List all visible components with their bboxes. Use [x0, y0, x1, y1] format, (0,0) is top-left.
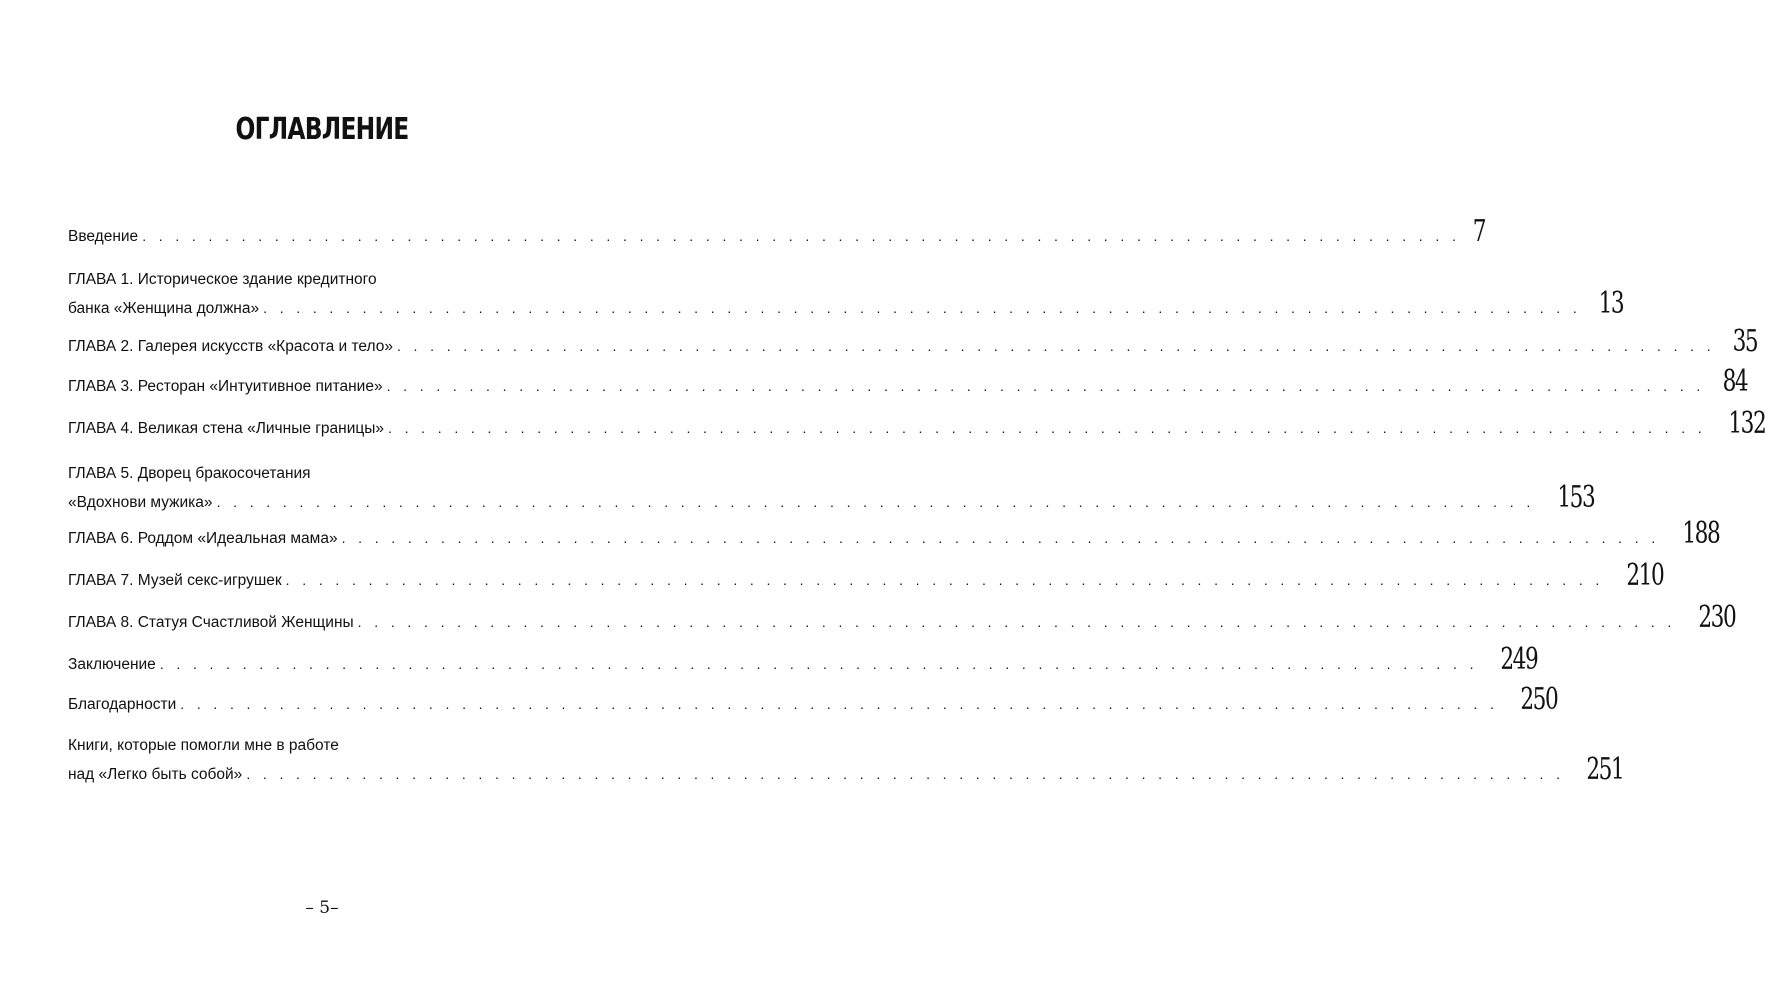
- toc-entry[interactable]: [68, 642, 1538, 677]
- dot-leader: . . . . . . . . . . . . . . . . . . . . . . . . . . . . . . . . . . . . . . . . . . . . . . . . . . . . . . . . . . . . . . . . . . . . . . . . . . . . . . . .: [246, 766, 1565, 782]
- toc-entry[interactable]: [68, 682, 1558, 717]
- toc-entry[interactable]: [68, 462, 1594, 515]
- toc-entry-title: над «Легко быть собой»: [68, 766, 243, 783]
- dot-leader: . . . . . . . . . . . . . . . . . . . . . . . . . . . . . . . . . . . . . . . . . . . . . . . . . . . . . . . . . . . . . . . . . . . . . . . . . . . . . . . .: [285, 572, 1604, 588]
- dot-leader: . . . . . . . . . . . . . . . . . . . . . . . . . . . . . . . . . . . . . . . . . . . . . . . . . . . . . . . . . . . . . . . . . . . . . . . . . . . . . . . .: [341, 530, 1660, 546]
- toc-entry-title-line: Книги, которые помогли мне в работе: [68, 737, 339, 754]
- toc-entry[interactable]: [68, 268, 1624, 321]
- toc-entry[interactable]: [68, 734, 1624, 787]
- dot-leader: . . . . . . . . . . . . . . . . . . . . . . . . . . . . . . . . . . . . . . . . . . . . . . . . . . . . . . . . . . . . . . . . . . . . . . . . . . . . . . . .: [263, 300, 1582, 316]
- toc-page-number: 153: [1556, 480, 1594, 515]
- toc-entry[interactable]: [68, 406, 1765, 441]
- toc-entry-title-line: ГЛАВА 1. Историческое здание кредитного: [68, 271, 377, 288]
- toc-entry-title: банка «Женщина должна»: [68, 300, 260, 317]
- dot-leader: . . . . . . . . . . . . . . . . . . . . . . . . . . . . . . . . . . . . . . . . . . . . . . . . . . . . . . . . . . . . . . . . . . . . . . . . . . . . . . . .: [388, 420, 1707, 436]
- toc-page-number: 249: [1500, 642, 1538, 677]
- toc-page-number: 251: [1586, 752, 1624, 787]
- toc-entry-title: ГЛАВА 3. Ресторан «Интуитивное питание»: [68, 378, 383, 395]
- toc-entry[interactable]: [68, 516, 1719, 551]
- toc-page-number: 210: [1626, 558, 1663, 593]
- toc-entry[interactable]: [68, 364, 1747, 399]
- toc-entry-title: ГЛАВА 7. Музей секс-игрушек: [68, 572, 282, 589]
- toc-entry-title: ГЛАВА 8. Статуя Счастливой Женщины: [68, 614, 354, 631]
- toc-page-number: 84: [1722, 364, 1747, 399]
- toc-page-number: 230: [1698, 600, 1735, 635]
- toc-entry-title: ГЛАВА 4. Великая стена «Личные границы»: [68, 420, 385, 437]
- dot-leader: . . . . . . . . . . . . . . . . . . . . . . . . . . . . . . . . . . . . . . . . . . . . . . . . . . . . . . . . . . . . . . . . . . . . . . . . . . . . . . . .: [180, 696, 1499, 712]
- page-title: ОГЛАВЛЕНИЕ: [235, 112, 409, 147]
- page-number-footer: – 5–: [305, 898, 339, 918]
- dot-leader: . . . . . . . . . . . . . . . . . . . . . . . . . . . . . . . . . . . . . . . . . . . . . . . . . . . . . . . . . . . . . . . . . . . . . . . . . . . . . . . .: [386, 378, 1705, 394]
- dot-leader: . . . . . . . . . . . . . . . . . . . . . . . . . . . . . . . . . . . . . . . . . . . . . . . . . . . . . . . . . . . . . . . . . . . . . . . . . . . . . . . .: [396, 338, 1716, 354]
- toc-page-number: 132: [1728, 406, 1765, 441]
- toc-entry[interactable]: [68, 558, 1663, 593]
- toc-page-number: 188: [1681, 516, 1719, 551]
- dot-leader: . . . . . . . . . . . . . . . . . . . . . . . . . . . . . . . . . . . . . . . . . . . . . . . . . . . . . . . . . . . . . . . . . . . . . . . . . . . . . . . .: [216, 494, 1535, 510]
- toc-entry-title: «Вдохнови мужика»: [68, 494, 213, 511]
- toc-entry[interactable]: [68, 600, 1735, 635]
- toc-entry[interactable]: [68, 214, 1486, 249]
- dot-leader: . . . . . . . . . . . . . . . . . . . . . . . . . . . . . . . . . . . . . . . . . . . . . . . . . . . . . . . . . . . . . . . . . . . . . . . . . . . . . . . .: [159, 656, 1478, 672]
- toc-entry-title: Заключение: [68, 656, 156, 673]
- dot-leader: . . . . . . . . . . . . . . . . . . . . . . . . . . . . . . . . . . . . . . . . . . . . . . . . . . . . . . . . . . . . . . . . . . . . . . . . . . . . . . . .: [142, 228, 1461, 244]
- toc-entry-title: Введение: [68, 228, 139, 245]
- toc-page-number: 7: [1473, 214, 1486, 249]
- toc-entry-title-line: ГЛАВА 5. Дворец бракосочетания: [68, 465, 311, 482]
- toc-page-number: 35: [1732, 324, 1758, 359]
- toc-entry-title: ГЛАВА 2. Галерея искусств «Красота и тело»: [68, 338, 393, 355]
- toc-entry-title: ГЛАВА 6. Роддом «Идеальная мама»: [68, 530, 338, 547]
- toc-entry[interactable]: [68, 324, 1758, 359]
- toc-page-number: 250: [1520, 682, 1558, 717]
- toc-entry-title: Благодарности: [68, 696, 177, 713]
- toc-page-number: 13: [1598, 286, 1624, 321]
- dot-leader: . . . . . . . . . . . . . . . . . . . . . . . . . . . . . . . . . . . . . . . . . . . . . . . . . . . . . . . . . . . . . . . . . . . . . . . . . . . . . . . .: [357, 614, 1676, 630]
